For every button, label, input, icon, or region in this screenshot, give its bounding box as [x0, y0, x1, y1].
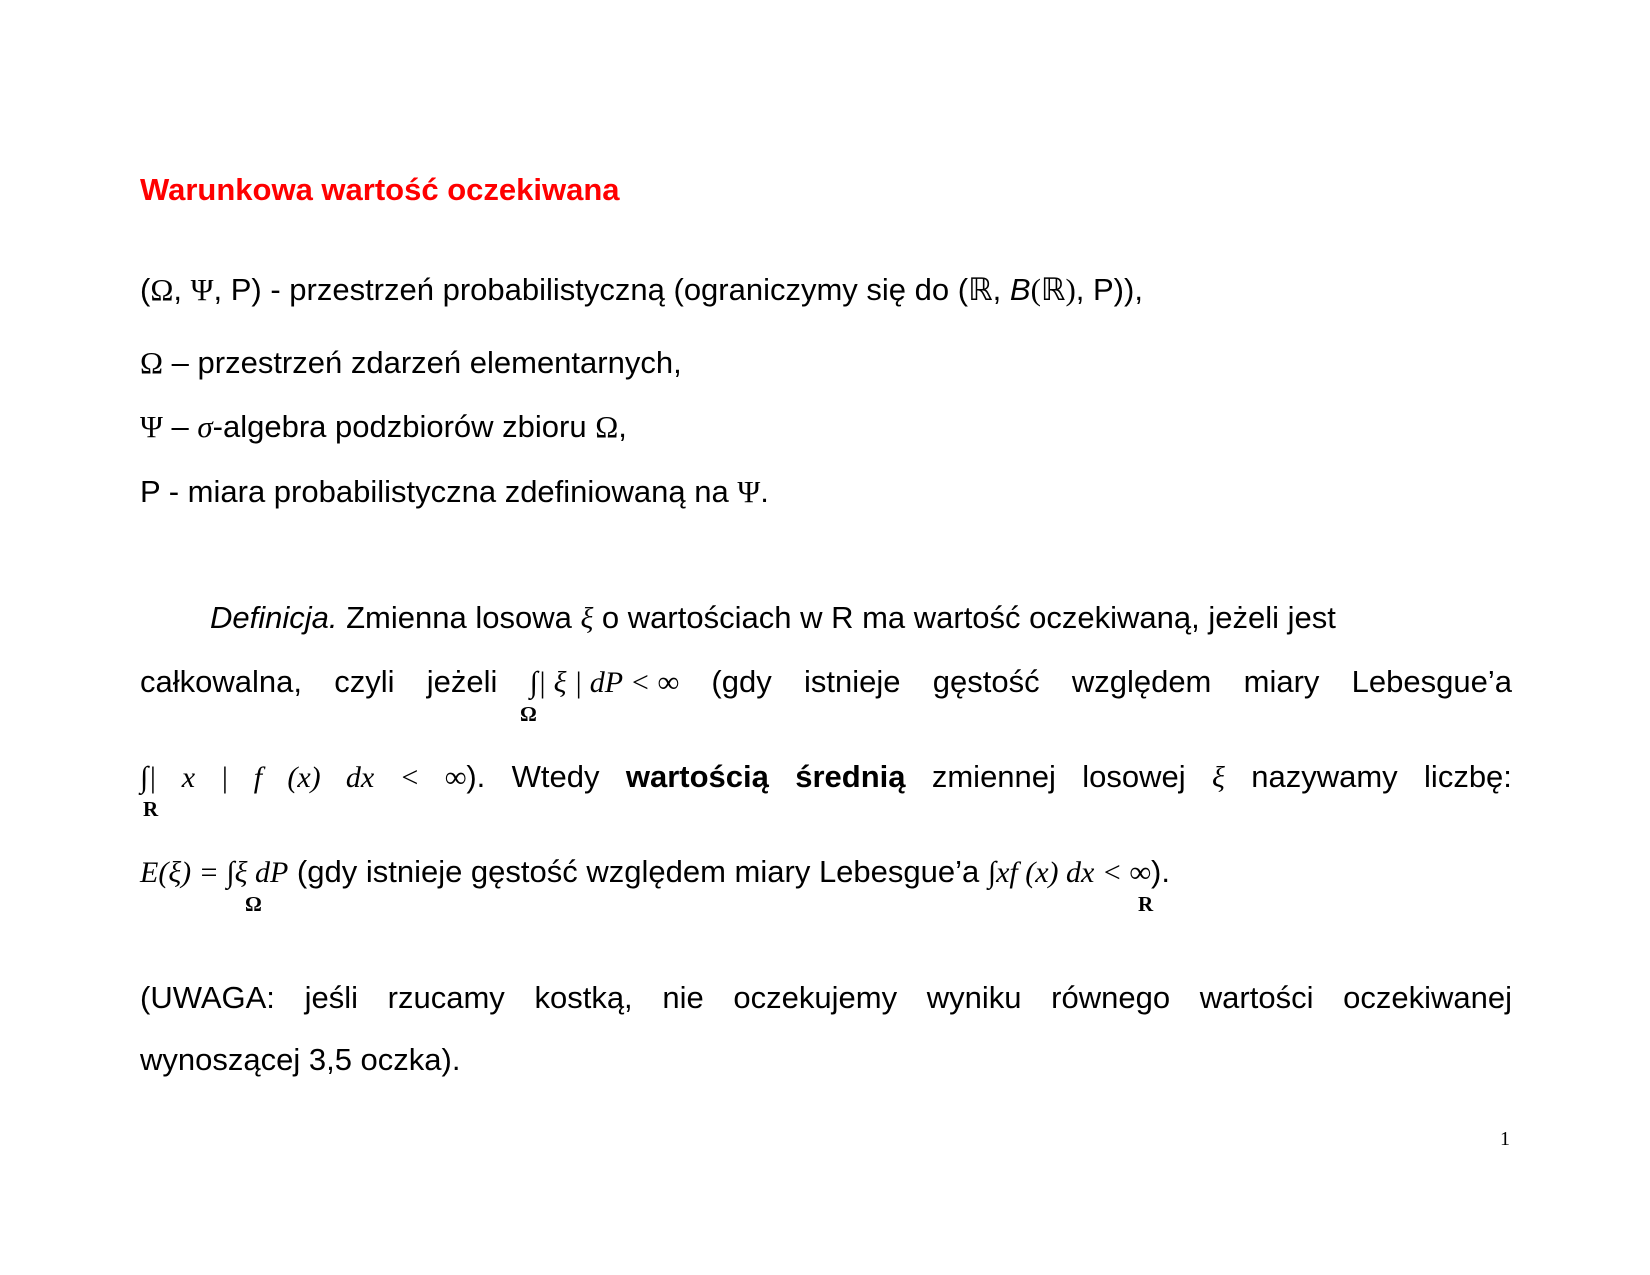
omega-symbol: Ω	[150, 272, 174, 307]
text: losowej	[1082, 759, 1186, 794]
sigma-symbol: σ	[197, 409, 213, 444]
text: o wartościach w R ma wartość oczekiwaną, jeżeli jest	[593, 600, 1336, 635]
integral-formula: ∫| x | f (x) dx < ∞	[140, 761, 467, 794]
integral-formula: ∫xf (x) dx < ∞	[987, 856, 1151, 889]
integral-formula: ∫| ξ | dP < ∞	[529, 666, 680, 699]
text: (	[140, 272, 151, 307]
text: , P)),	[1075, 272, 1143, 307]
integral-limit-omega: Ω	[520, 702, 537, 726]
probability-space-line	[140, 270, 1143, 310]
integral-abs-xi	[530, 662, 679, 703]
text: (gdy istnieje gęstość względem miary Lebesgue’a	[288, 854, 988, 889]
text: ,	[618, 409, 627, 444]
text: całkowalna, czyli jeżeli	[140, 664, 498, 699]
measure-definition-line	[140, 472, 769, 512]
borel-symbol: B	[1009, 272, 1031, 307]
integral-limit-r: R	[1138, 892, 1154, 916]
text: zmiennej	[931, 759, 1056, 794]
definition-line-3	[140, 757, 1512, 798]
text: – przestrzeń zdarzeń elementarnych,	[163, 345, 682, 380]
section-title: Warunkowa wartość oczekiwana	[140, 172, 620, 207]
expectation-line	[140, 852, 1170, 893]
omega-definition-line	[140, 343, 682, 383]
text: ,	[173, 272, 191, 307]
text: ).	[1151, 854, 1170, 889]
bold-term: średnią	[795, 759, 906, 794]
psi-symbol: Ψ	[737, 474, 761, 509]
page-number: 1	[1500, 1128, 1510, 1150]
text: , P) - przestrzeń probabilistyczną (ograniczymy się do (	[213, 272, 969, 307]
integral-limit-r: R	[143, 797, 159, 821]
psi-symbol: Ψ	[140, 409, 163, 444]
xi-symbol: ξ	[580, 602, 594, 635]
remark-line-1: (UWAGA: jeśli rzucamy kostką, nie oczekujemy wyniku równego wartości oczekiwanej	[140, 980, 1512, 1015]
omega-symbol: Ω	[140, 345, 164, 380]
text: –	[162, 409, 198, 444]
text: (gdy istnieje gęstość względem miary Lebesgue’a	[711, 664, 1512, 699]
reals-symbol: ℝ	[968, 272, 993, 307]
text: nazywamy	[1251, 759, 1398, 794]
text: ,	[992, 272, 1010, 307]
text: liczbę:	[1424, 759, 1512, 794]
text: Zmienna losowa	[337, 600, 581, 635]
definition-line-1	[210, 598, 1336, 639]
remark-line-2: wynoszącej 3,5 oczka).	[140, 1042, 461, 1077]
psi-symbol: Ψ	[190, 272, 214, 307]
integral-limit-omega: Ω	[245, 892, 262, 916]
expectation-formula: E(ξ) = ∫ξ dP	[140, 856, 289, 889]
text: ). Wtedy	[466, 759, 600, 794]
reals-symbol: (ℝ)	[1030, 272, 1076, 307]
text: .	[760, 474, 769, 509]
definition-label: Definicja.	[210, 600, 338, 635]
bold-term: wartością	[625, 759, 769, 794]
xi-symbol: ξ	[1212, 761, 1225, 794]
text: -algebra podzbiorów zbioru	[212, 409, 596, 444]
text: P - miara probabilistyczna zdefiniowaną na	[140, 474, 738, 509]
psi-definition-line	[140, 407, 627, 447]
definition-line-2	[140, 662, 1512, 703]
omega-symbol: Ω	[595, 409, 619, 444]
